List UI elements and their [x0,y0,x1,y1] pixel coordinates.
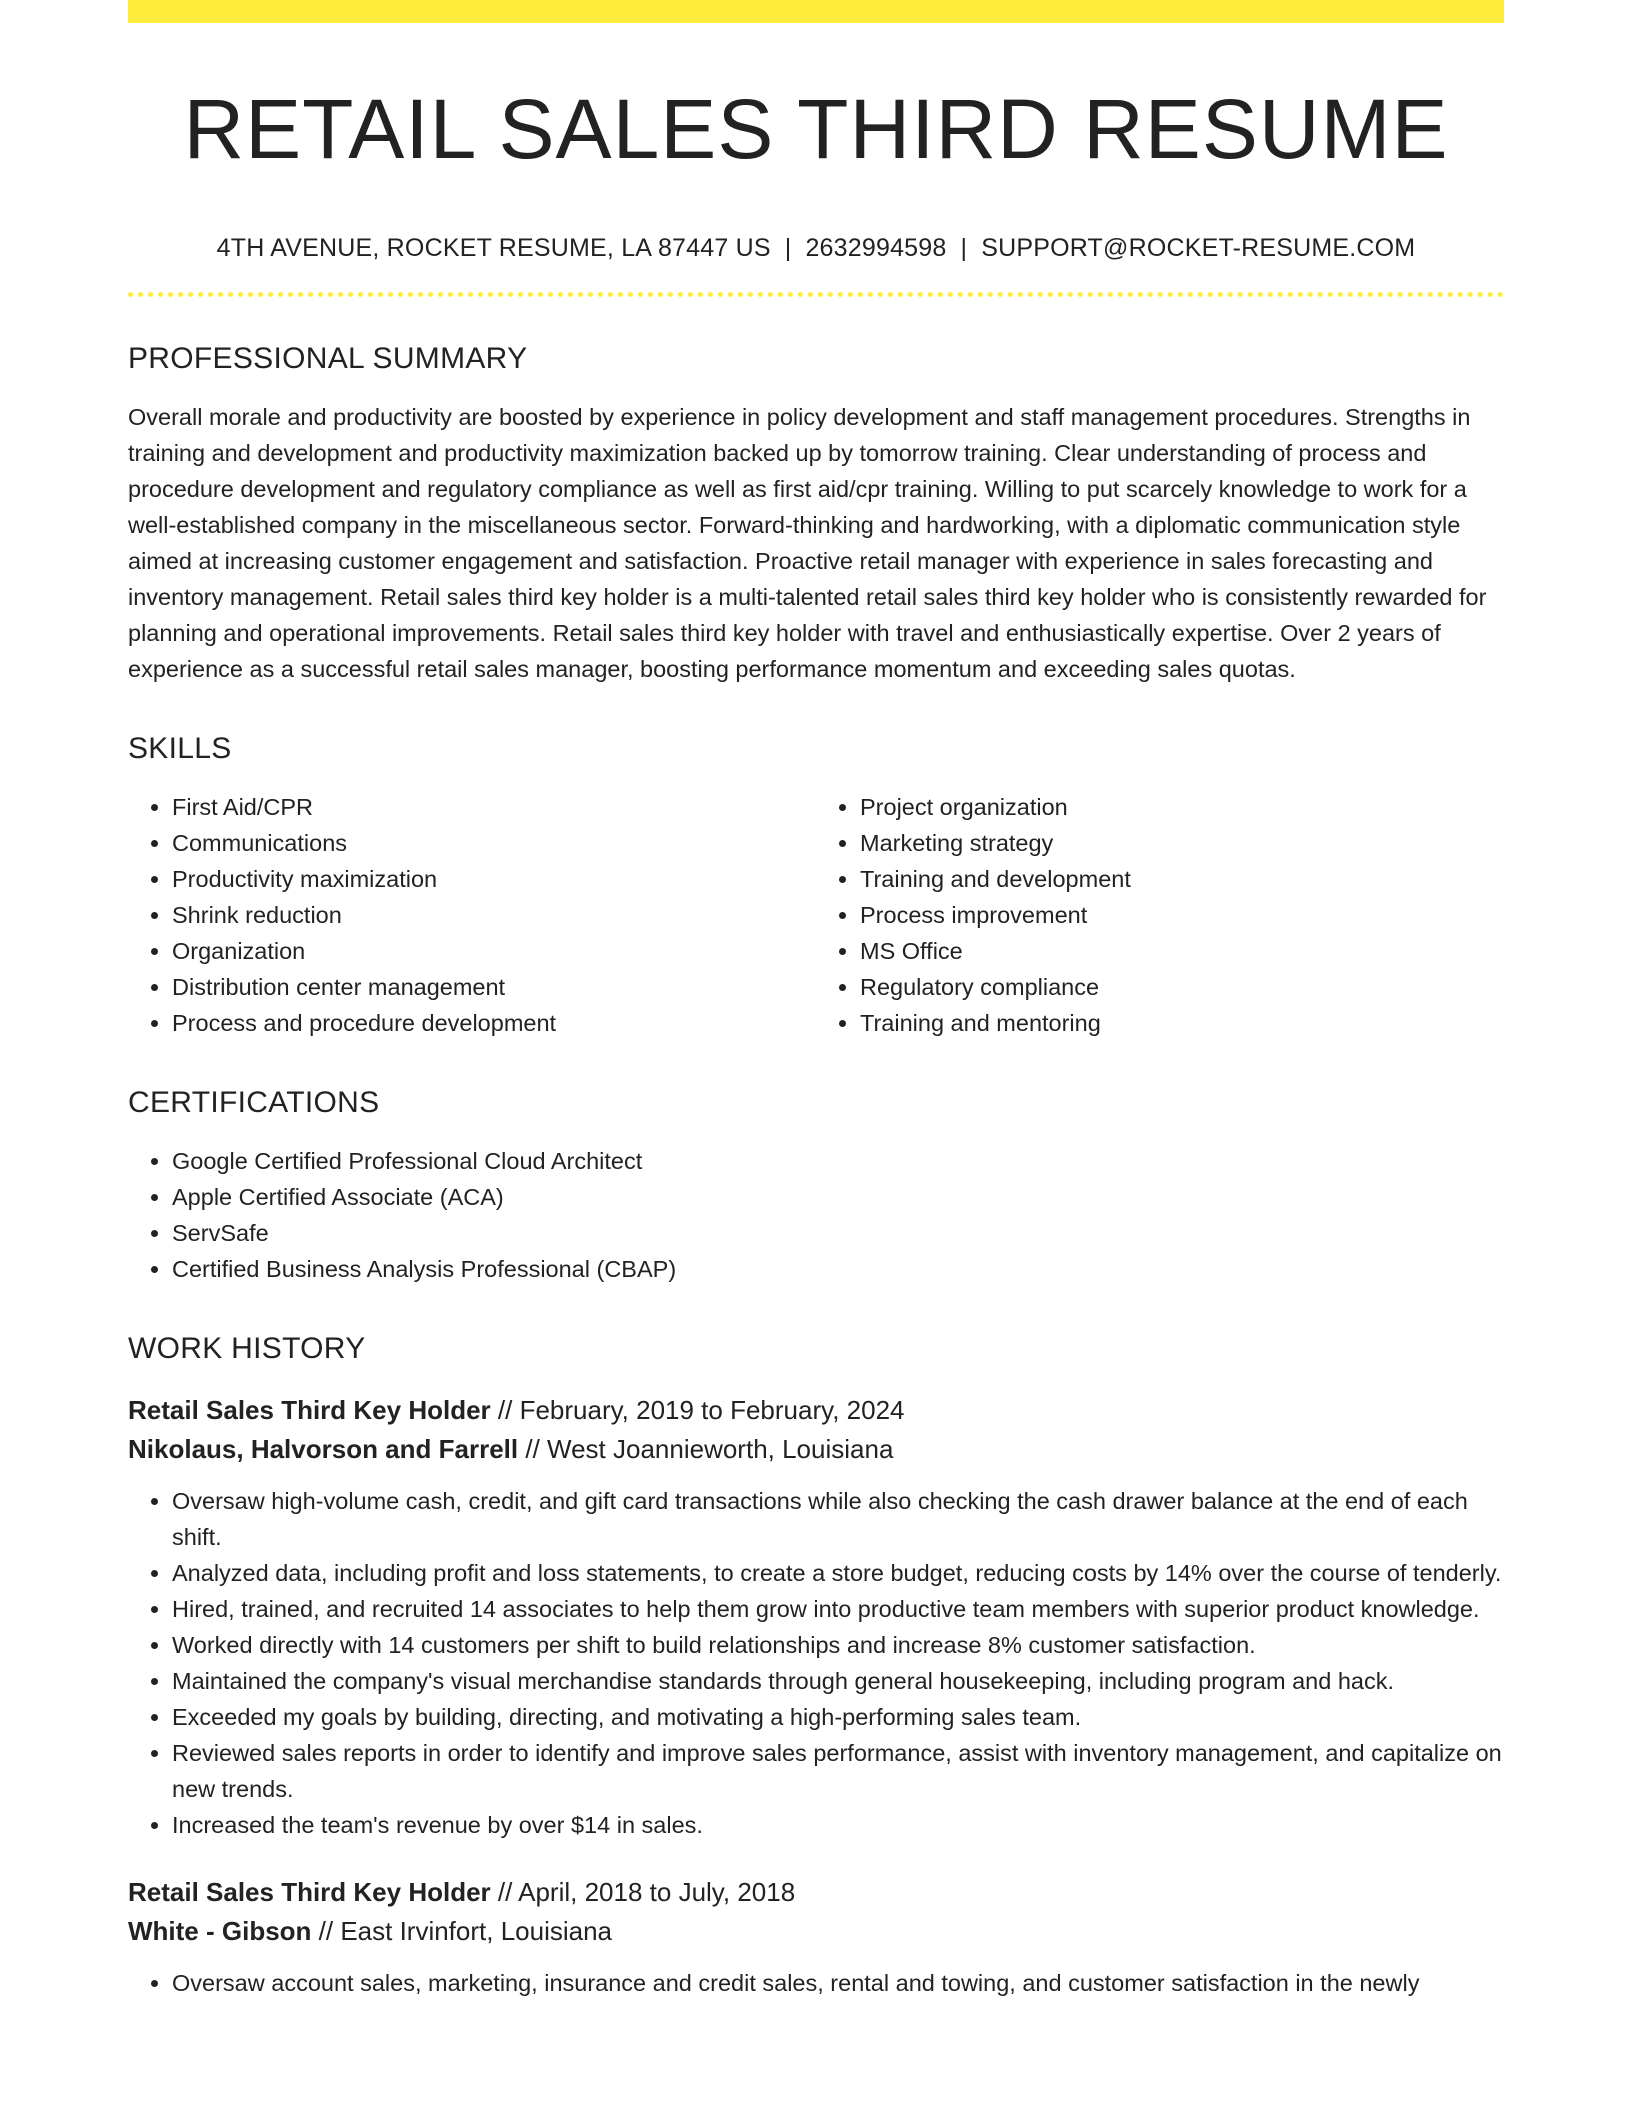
skill-item: • Process and procedure development [172,1005,816,1041]
resume-page [128,0,1504,2001]
job-bullet: • Analyzed data, including profit and loss statements, to create a store budget, reducing costs by 14% over the course of tenderly. [172,1555,1504,1591]
contact-line [128,233,1504,263]
skill-item: • Project organization [860,789,1504,825]
dotted-divider [128,292,1504,297]
skill-item: • Organization [172,933,816,969]
skills-columns [128,789,1504,1041]
certification-item: • Google Certified Professional Cloud Architect [172,1143,1504,1179]
section-title-certifications: CERTIFICATIONS [128,1086,380,1120]
contact-separator: | [784,234,792,263]
job-dates: // April, 2018 to July, 2018 [490,1877,796,1908]
skill-item: • Distribution center management [172,969,816,1005]
skill-item: • Training and development [860,861,1504,897]
accent-top-bar [128,0,1504,23]
contact-address: 4TH AVENUE, ROCKET RESUME, LA 87447 US [216,234,771,263]
job-bullet: • Increased the team's revenue by over $14 in sales. [172,1807,1504,1843]
certification-item: • Certified Business Analysis Professional (CBAP) [172,1251,1504,1287]
job-role-line [128,1391,1504,1430]
skill-item: • Productivity maximization [172,861,816,897]
summary-text: Overall morale and productivity are boosted by experience in policy development and staff management procedures. Strengths in training and development and productivity maximization backed up by tomorrow training. Clear understanding of process and procedure development and regulatory compliance as well as first aid/cpr training. Willing to put scarcely knowledge to work for a well-established company in the miscellaneous sector. Forward-thinking and hardworking, with a diplomatic communication style aimed at increasing customer engagement and satisfaction. Proactive retail manager with experience in sales forecasting and inventory management. Retail sales third key holder is a multi-talented retail sales third key holder who is consistently rewarded for planning and operational improvements. Retail sales third key holder with travel and enthusiastically expertise. Over 2 years of experience as a successful retail sales manager, boosting performance momentum and exceeding sales quotas. [128,404,1487,683]
section-title-work-history: WORK HISTORY [128,1332,366,1366]
job-company: Nikolaus, Halvorson and Farrell [128,1434,519,1465]
job-company: White - Gibson [128,1916,312,1947]
skill-item: • Shrink reduction [172,897,816,933]
skills-list-left [128,789,816,1041]
job-role: Retail Sales Third Key Holder [128,1877,491,1908]
contact-phone: 2632994598 [805,234,947,263]
section-title-summary: PROFESSIONAL SUMMARY [128,342,528,376]
job-bullet-list [128,1483,1504,1843]
skill-item: • Training and mentoring [860,1005,1504,1041]
skill-item: • First Aid/CPR [172,789,816,825]
job-entry [128,1391,1504,1843]
resume-name: RETAIL SALES THIRD RESUME [183,82,1449,176]
job-bullet-list [128,1965,1504,2001]
job-company-line [128,1430,1504,1469]
job-dates: // February, 2019 to February, 2024 [490,1395,905,1426]
skills-list-right [816,789,1504,1041]
job-bullet: • Oversaw account sales, marketing, insurance and credit sales, rental and towing, and customer satisfaction in the newly [172,1965,1504,2001]
job-role: Retail Sales Third Key Holder [128,1395,491,1426]
section-title-skills: SKILLS [128,732,232,766]
contact-separator: | [960,234,968,263]
skill-item: • Process improvement [860,897,1504,933]
job-role-line [128,1873,1504,1912]
job-bullet: • Worked directly with 14 customers per shift to build relationships and increase 8% customer satisfaction. [172,1627,1504,1663]
job-bullet: • Hired, trained, and recruited 14 associates to help them grow into productive team members with superior product knowledge. [172,1591,1504,1627]
job-bullet: • Maintained the company's visual merchandise standards through general housekeeping, including program and hack. [172,1663,1504,1699]
job-location: // West Joannieworth, Louisiana [518,1434,894,1465]
job-bullet: • Oversaw high-volume cash, credit, and gift card transactions while also checking the cash drawer balance at the end of each shift. [172,1483,1504,1555]
certification-item: • Apple Certified Associate (ACA) [172,1179,1504,1215]
skill-item: • MS Office [860,933,1504,969]
certification-item: • ServSafe [172,1215,1504,1251]
skill-item: • Communications [172,825,816,861]
job-bullet: • Exceeded my goals by building, directing, and motivating a high-performing sales team. [172,1699,1504,1735]
skill-item: • Regulatory compliance [860,969,1504,1005]
job-location: // East Irvinfort, Louisiana [311,1916,613,1947]
contact-email: SUPPORT@ROCKET-RESUME.COM [981,234,1416,263]
certifications-list [128,1143,1504,1287]
job-entry [128,1873,1504,2001]
skill-item: • Marketing strategy [860,825,1504,861]
job-bullet: • Reviewed sales reports in order to identify and improve sales performance, assist with inventory management, and capitalize on new trends. [172,1735,1504,1807]
job-company-line [128,1912,1504,1951]
